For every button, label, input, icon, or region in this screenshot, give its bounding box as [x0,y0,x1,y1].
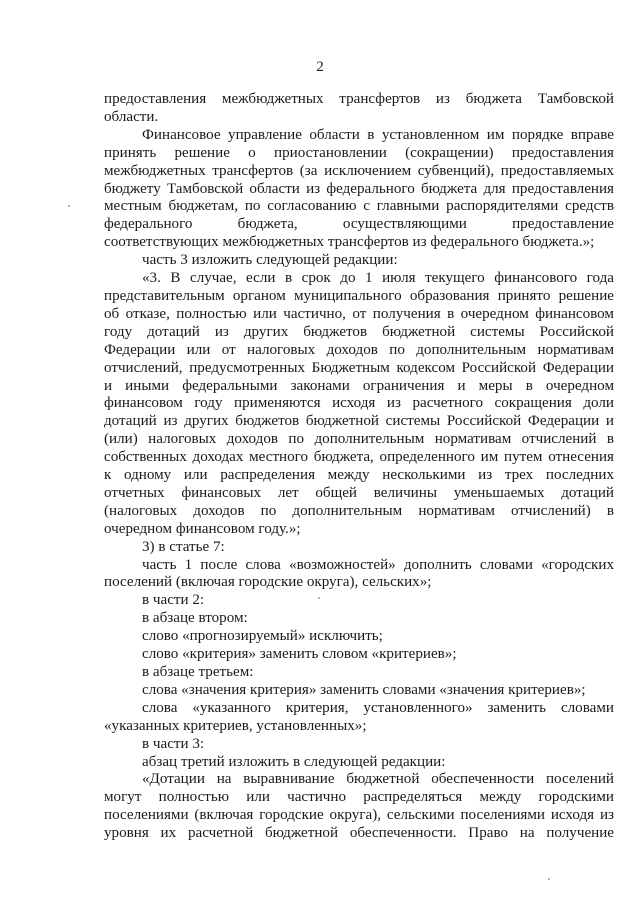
text-line: часть 3 изложить следующей редакции: [142,252,398,269]
text-line: (налоговых доходов по дополнительным нормативам отчислений) в [104,502,614,519]
text-line: очередном финансовом году.»; [104,520,301,537]
text-line: области. [104,108,159,125]
text-line: уровня их расчетной бюджетной обеспеченности. Право на получение [104,825,614,842]
text-line: соответствующих межбюджетных трансфертов из федерального бюджета.»; [104,234,595,251]
text-line: «Дотации на выравнивание бюджетной обеспеченности поселений [142,771,614,788]
text-line: в абзаце втором: [142,610,248,627]
text-line: могут полностью или частично распределяться между городскими [104,789,614,806]
text-line: слова «указанного критерия, установленного» заменить словами [142,699,614,716]
text-line: предоставления межбюджетных трансфертов из бюджета Тамбовской [104,91,614,107]
text-line: (или) налоговых доходов по дополнительным нормативам отчислений в [104,431,614,448]
text-line: представительным органом муниципального образования принято решение [104,287,614,304]
text-line: слово «прогнозируемый» исключить; [142,628,383,645]
text-line: к одному или распределения между несколькими из трех последних [104,467,614,484]
text-line: дотаций из других бюджетов бюджетной системы Российской Федерации и [104,413,614,430]
page-number: 2 [316,59,324,75]
scan-speck [548,878,550,880]
scan-speck [68,205,70,207]
text-line: и иными федеральными законами ограничения и меры в очередном [104,377,614,394]
text-line: слова «значения критерия» заменить словами «значения критериев»; [142,681,586,698]
text-line: финансовом году применяются исходя из расчетного сокращения доли [104,395,614,412]
text-line: поселениями (включая городские округа), сельскими поселениями исходя из [104,807,614,824]
text-line: местным бюджетам, по согласованию с главными распорядителями средств [104,198,614,215]
text-line: межбюджетных трансфертов (за исключением субвенций), предоставляемых [104,162,614,179]
text-line: в абзаце третьем: [142,664,254,680]
text-line: в части 2: [142,592,205,609]
text-line: 3) в статье 7: [142,538,225,555]
text-line: «3. В случае, если в срок до 1 июля текущего финансового года [142,270,614,287]
text-line: поселений (включая городские округа), сельских»; [104,574,432,591]
text-line: абзац третий изложить в следующей редакции: [142,753,446,770]
text-line: бюджету Тамбовской области из федерального бюджета для предоставления [104,180,614,197]
scan-speck [318,597,320,599]
text-line: Финансовое управление области в установленном им порядке вправе [142,126,614,143]
text-line: федерального бюджета, осуществляющими предоставление [104,216,614,233]
text-line: принять решение о приостановлении (сокращении) предоставления [104,144,614,161]
text-line: слово «критерия» заменить словом «критериев»; [142,646,457,663]
text-line: часть 1 после слова «возможностей» дополнить словами «городских [142,556,614,573]
text-line: Федерации или от налоговых доходов по дополнительным нормативам [104,341,614,358]
text-line: отчетных финансовых лет общей величины уменьшаемых дотаций [104,484,614,501]
text-line: отчислений, предусмотренных Бюджетным кодексом Российской Федерации [104,359,614,376]
text-line: в части 3: [142,735,205,752]
text-line: об отказе, полностью или частично, от получения в очередном финансовом [104,305,614,322]
text-line: году дотаций из других бюджетов бюджетной системы Российской [104,323,614,340]
document-body [104,91,614,843]
text-line: «указанных критериев, установленных»; [104,717,367,734]
text-line: собственных доходах местного бюджета, определенного им путем отнесения [104,449,614,466]
